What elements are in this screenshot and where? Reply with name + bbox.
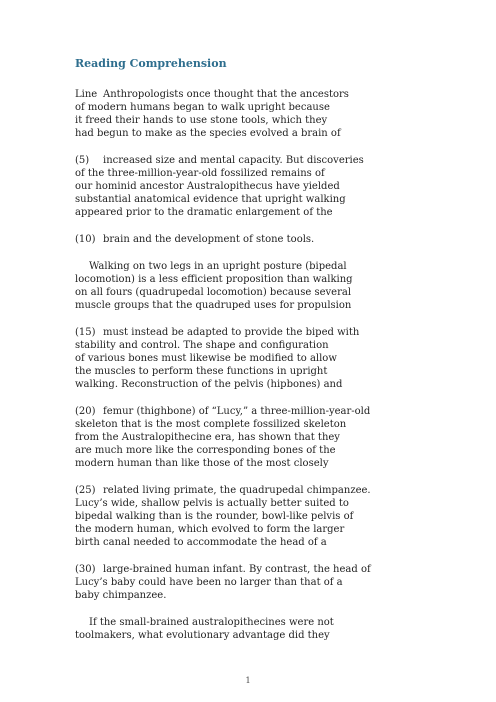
passage-line — [75, 273, 353, 286]
line-number: (15) — [75, 327, 96, 338]
passage-line — [75, 339, 335, 352]
paragraph-block — [75, 405, 371, 470]
paragraph-block — [75, 563, 371, 602]
line-text: on all fours (quadrupedal locomotion) because several — [75, 287, 352, 298]
line-number: Line — [75, 89, 98, 100]
line-text: Anthropologists once thought that the ancestors — [103, 89, 349, 100]
line-text: the modern human, which evolved to form the larger — [75, 524, 345, 535]
paragraph-block — [75, 233, 335, 246]
passage-line — [75, 576, 343, 589]
passage-line — [75, 510, 354, 523]
passage-line — [75, 444, 335, 457]
paragraph-block — [75, 326, 360, 391]
line-text: the muscles to perform these functions in upright — [75, 366, 328, 377]
line-text: it freed their hands to use stone tools, which they — [75, 115, 328, 126]
line-text: modern human than like those of the most closely — [75, 458, 329, 469]
line-text: walking. Reconstruction of the pelvis (hipbones) and — [75, 379, 343, 390]
passage-line — [75, 180, 340, 193]
paragraph-block — [75, 484, 371, 549]
line-text: birth canal needed to accommodate the head of a — [75, 537, 327, 548]
line-text: our hominid ancestor Australopithecus have yielded — [75, 181, 340, 192]
line-number: (5) — [75, 155, 90, 166]
passage-line — [75, 629, 335, 642]
line-text: are much more like the corresponding bones of the — [75, 445, 336, 456]
line-text: must instead be adapted to provide the biped with — [103, 327, 360, 338]
passage-line — [75, 616, 335, 629]
passage-line — [75, 589, 335, 602]
line-text: skeleton that is the most complete fossilized skeleton — [75, 419, 347, 430]
passage-line — [75, 154, 364, 167]
passage-line — [75, 260, 347, 273]
passage-line — [75, 457, 335, 470]
passage-line — [75, 101, 335, 114]
section-heading: Reading Comprehension — [75, 57, 227, 70]
line-text: increased size and mental capacity. But discoveries — [103, 155, 364, 166]
passage-line — [75, 405, 371, 418]
passage-line — [75, 536, 335, 549]
passage-line — [75, 193, 346, 206]
paragraph-block — [75, 88, 349, 140]
line-text: substantial anatomical evidence that upright walking — [75, 194, 346, 205]
line-text: Lucy’s baby could have been no larger than that of a — [75, 577, 343, 588]
passage-line — [75, 431, 340, 444]
line-number: (20) — [75, 406, 96, 417]
line-text: brain and the development of stone tools. — [103, 234, 315, 245]
reading-passage — [75, 88, 371, 656]
passage-line — [75, 523, 345, 536]
line-text: If the small-brained australopithecines were not — [89, 617, 334, 628]
passage-line — [75, 233, 335, 246]
line-text: baby chimpanzee. — [75, 590, 167, 601]
passage-line — [75, 127, 341, 140]
line-text: femur (thighbone) of “Lucy,” a three-million-year-old — [103, 406, 371, 417]
passage-line — [75, 299, 352, 312]
line-text: related living primate, the quadrupedal chimpanzee. — [103, 485, 371, 496]
passage-line — [75, 484, 371, 497]
paragraph-block — [75, 616, 335, 642]
line-number: (25) — [75, 485, 96, 496]
passage-line — [75, 365, 335, 378]
passage-line — [75, 206, 335, 219]
line-number: (10) — [75, 234, 96, 245]
line-text: stability and control. The shape and configuration — [75, 340, 329, 351]
line-text: from the Australopithecine era, has shown that they — [75, 432, 340, 443]
passage-line — [75, 114, 335, 127]
line-text: locomotion) is a less efficient proposition than walking — [75, 274, 353, 285]
paragraph-block — [75, 260, 353, 312]
line-text: of modern humans began to walk upright because — [75, 102, 330, 113]
passage-line — [75, 378, 343, 391]
passage-line — [75, 167, 335, 180]
line-text: bipedal walking than is the rounder, bowl-like pelvis of — [75, 511, 354, 522]
passage-line — [75, 326, 360, 339]
line-text: of various bones must likewise be modified to allow — [75, 353, 337, 364]
passage-line — [75, 497, 349, 510]
line-text: Lucy’s wide, shallow pelvis is actually better suited to — [75, 498, 349, 509]
line-text: appeared prior to the dramatic enlargement of the — [75, 207, 333, 218]
line-text: large-brained human infant. By contrast, the head of — [103, 564, 371, 575]
passage-line — [75, 418, 347, 431]
passage-line — [75, 563, 371, 576]
passage-line — [75, 88, 349, 101]
line-text: toolmakers, what evolutionary advantage did they — [75, 630, 330, 641]
passage-line — [75, 352, 335, 365]
line-number: (30) — [75, 564, 96, 575]
paragraph-block — [75, 154, 364, 219]
line-text: Walking on two legs in an upright posture (bipedal — [89, 261, 347, 272]
line-text: had begun to make as the species evolved a brain of — [75, 128, 341, 139]
page-number: 1 — [245, 676, 251, 685]
line-text: of the three-million-year-old fossilized remains of — [75, 168, 325, 179]
passage-line — [75, 286, 352, 299]
line-text: muscle groups that the quadruped uses for propulsion — [75, 300, 352, 311]
